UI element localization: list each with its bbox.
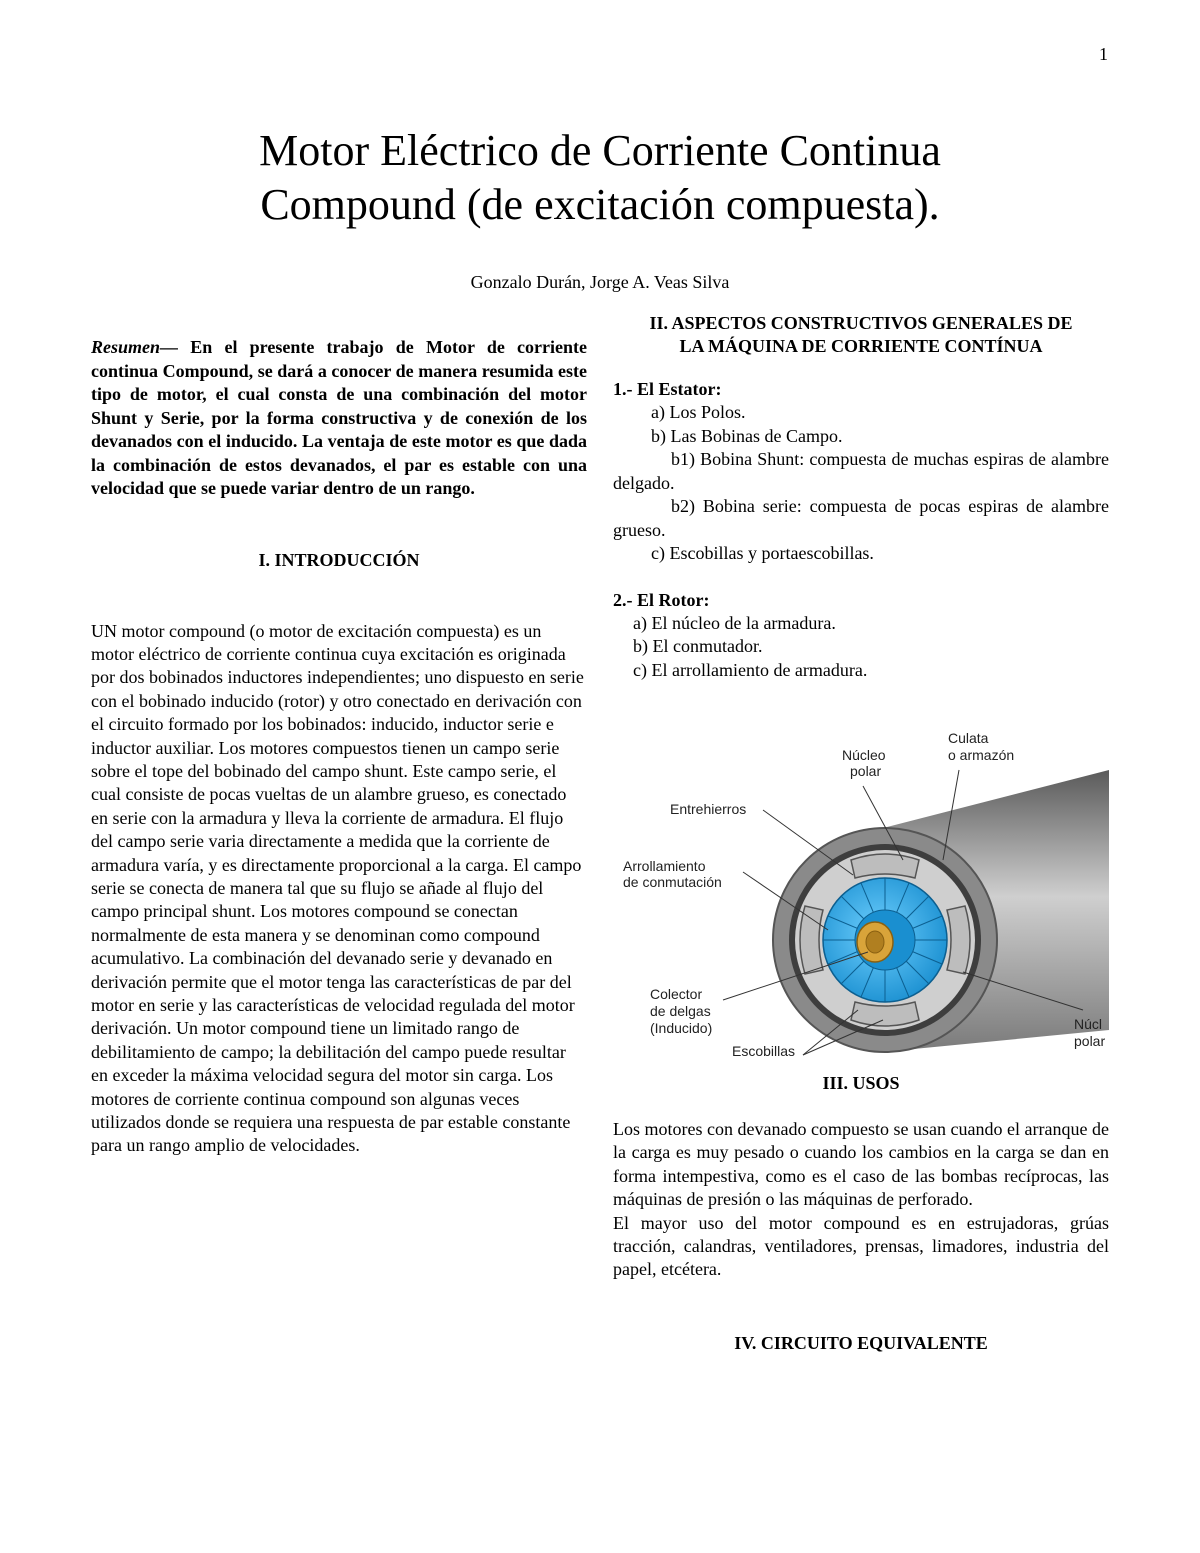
section-heading-usos: III. USOS — [822, 1073, 900, 1093]
label-nucleo-2: polar — [850, 763, 882, 779]
usos-paragraph-1: Los motores con devanado compuesto se usan cuando el arranque de la carga es muy pesado o cuando los cambios en la carga se dan en forma intempestiva, como es el caso de las bombas recíprocas, las máquinas de presión o las máquinas de perforado. — [613, 1119, 1109, 1210]
page-number: 1 — [1099, 44, 1108, 64]
label-nucleo-right-2: polar — [1074, 1033, 1106, 1049]
usos-paragraph-2: El mayor uso del motor compound es en estrujadoras, grúas tracción, calandras, ventiladores, prensas, limadores, industria del papel, etcétera. — [613, 1212, 1109, 1280]
label-culata-2: o armazón — [948, 747, 1015, 763]
rotor-item-c: c) El arrollamiento de armadura. — [633, 659, 868, 680]
stator-item-c: c) Escobillas y portaescobillas. — [651, 543, 874, 563]
label-colector-1: Colector — [650, 986, 703, 1002]
introduction-text: UN motor compound (o motor de excitación compuesta) es un motor eléctrico de corriente continua cuya excitación es originada por dos bobinados inductores independientes; uno dispuesto en serie con el bobinado inducido (rotor) y otro conectado en derivación con el circuito formado por los bobinados: inducido, inductor serie e inductor auxiliar. Los motores compuestos tienen un campo serie sobre el tope del bobinado del campo shunt. Este campo serie, el cual consiste de pocas vueltas de un alambre grueso, es conectado en serie con la armadura y lleva la corriente de armadura. El flujo del campo serie varia directamente a medida que la corriente de armadura varía, y es directamente proporcional a la carga. El campo serie se conecta de manera tal que su flujo se añade al flujo del campo principal shunt. Los motores compound se conectan normalmente de esta manera y se denominan como compound acumulativo. La combinación del devanado serie y devanado en derivación permite que el motor tenga las características de par del motor en serie y las características de velocidad regulada del motor derivación. Un motor compound tiene un limitado rango de debilitamiento de campo; la debilitación del campo puede resultar en exceder la máxima velocidad segura del motor sin carga. Los motores de corriente continua compound son algunas veces utilizados donde se requiera una respuesta de par estable constante para un rango amplio de velocidades. — [91, 620, 584, 1156]
title-line-1: Motor Eléctrico de Corriente Continua — [259, 126, 941, 175]
motor-cross-section-figure — [613, 710, 1109, 1059]
label-colector-3: (Inducido) — [650, 1020, 713, 1036]
rotor-item-a: a) El núcleo de la armadura. — [633, 612, 836, 633]
section2-heading-line-2: LA MÁQUINA DE CORRIENTE CONTÍNUA — [679, 336, 1043, 356]
rotor-heading: 2.- El Rotor: — [613, 589, 710, 610]
stator-item-b2: b2) Bobina serie: compuesta de pocas espiras de alambre grueso. — [613, 496, 1109, 540]
abstract-text: En el presente trabajo de Motor de corriente continua Compound, se dará a conocer de manera resumida este tipo de motor, el cual consta de una combinación del motor Shunt y Serie, por la forma constructiva y de conexión de los devanados con el inducido. La ventaja de este motor es que dada la combinación de estos devanados, el par es estable con una velocidad que se puede variar dentro de un rango. — [91, 337, 587, 498]
label-nucleo-right-1: Núcl — [1074, 1016, 1103, 1032]
label-culata-1: Culata — [948, 730, 989, 746]
section-heading-introduction: I. INTRODUCCIÓN — [258, 549, 420, 570]
title-line-2: Compound (de excitación compuesta). — [260, 180, 940, 229]
section-heading-aspectos — [613, 312, 1109, 358]
label-colector-2: de delgas — [650, 1003, 711, 1019]
label-entrehierros: Entrehierros — [670, 801, 747, 817]
right-column — [613, 312, 1109, 1355]
abstract — [91, 336, 587, 501]
stator-item-a: a) Los Polos. — [651, 402, 746, 422]
left-column — [91, 312, 587, 1158]
authors: Gonzalo Durán, Jorge A. Veas Silva — [470, 272, 730, 292]
paper-title — [0, 124, 1200, 232]
rotor-item-b: b) El conmutador. — [633, 636, 763, 656]
stator-item-b: b) Las Bobinas de Campo. — [651, 425, 843, 446]
stator-item-b1: b1) Bobina Shunt: compuesta de muchas espiras de alambre delgado. — [613, 449, 1109, 493]
commutator — [857, 922, 893, 962]
label-nucleo-1: Núcleo — [842, 747, 886, 763]
stator-heading: 1.- El Estator: — [613, 379, 722, 399]
label-arrollamiento-2: de conmutación — [623, 874, 722, 890]
section-heading-circuito: IV. CIRCUITO EQUIVALENTE — [734, 1332, 988, 1353]
abstract-keyword: Resumen— — [91, 337, 179, 357]
label-arrollamiento-1: Arrollamiento — [623, 858, 706, 874]
section2-heading-line-1: II. ASPECTOS CONSTRUCTIVOS GENERALES DE — [649, 313, 1073, 333]
label-escobillas: Escobillas — [732, 1043, 796, 1059]
